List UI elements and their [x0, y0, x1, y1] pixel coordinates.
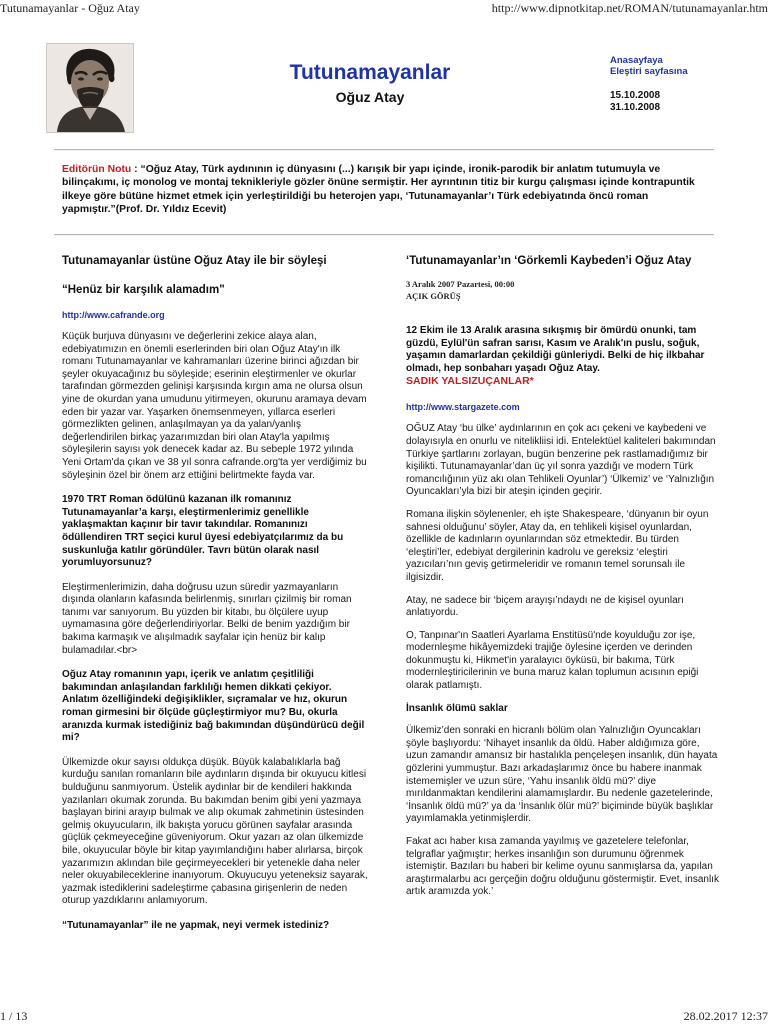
article-heading: ‘Tutunamayanlar’ın ‘Görkemli Kaybeden’i Oğuz Atay [406, 255, 692, 267]
nav-link-criticism[interactable]: Eleştiri sayfasına [610, 66, 688, 77]
article-byline: SADIK YALSIZUÇANLAR* [406, 375, 534, 388]
print-header [0, 1, 768, 17]
print-timestamp: 28.02.2017 12:37 [683, 1009, 768, 1023]
article-subheading: İnsanlık ölümü saklar [406, 702, 508, 714]
nav-link-home[interactable]: Anasayfaya [610, 55, 663, 66]
interview-question-1: 1970 TRT Roman ödülünü kazanan ilk romanınız Tutunamayanlar’a karşı, eleştirmenlerimiz genellikle yaklaşmaktan kaçınır bir tavır takındılar. Romanınızı ödüllendiren TRT seçici kurul üyesi edebiyatçılarımız da bu suskunluğa katılır göründüler. Tavrı bütün olarak nasıl yorumluyorsunuz? [62, 494, 344, 569]
nav-date-2: 31.10.2008 [610, 102, 661, 113]
editor-note-label: Editörün Notu [62, 164, 132, 175]
interview-answer-2: Ülkemizde okur sayısı oldukça düşük. Büyük kalabalıklarla bağ kurduğu sanılan romanların bile aydınların dışında bir okuyucu kitlesi bulduğunu sanmıyorum. Üstelik aydınlar bir de kendileri hakkında yazılanları okumak zorunda. Bu bakımdan benim gibi yeni yazmaya başlayan birini arayıp bulmak ve alıp okumak zahmetinin üstesinden gelmiş okuyucuların, ilk bakışta yorucu görünen sayfalar arasında güçlük çekmeyeceğine güveniyorum. Okur yazarı az olan ülkemizde bile, okuyucular böyle bir kitap yayımlandığını haber alırlarsa, birçok yazarımızın aklından bile geçirmeyecekleri bir yetenekle daha neler neler okuyabileceklerine inanıyorum. Okuyucuyu yeteneksiz sayarak, yazmak istediklerini sadeleştirme çabasına girişenlerin de neden oturup yazdıklarını anlamıyorum. [62, 756, 368, 907]
site-title: Tutunamayanlar [289, 61, 451, 84]
right-nav [610, 55, 760, 114]
article-paragraph-3: Atay, ne sadece bir ‘biçem arayışı’ndaydı ne de kişisel oyunları anlatıyordu. [406, 594, 684, 619]
site-author: Oğuz Atay [335, 89, 405, 105]
article-date: 3 Aralık 2007 Pazartesi, 00:00 [406, 279, 515, 289]
interview-question-3: “Tutunamayanlar” ile ne yapmak, neyi vermek istediniz? [62, 919, 330, 931]
interview-question-2: Oğuz Atay romanının yapı, içerik ve anlatım çeşitliliği bakımından anlaşılandan farklılığı hemen dikkati çekiyor. Anlatım özelliğindeki değişiklikler, sıçramalar ve hız, okurun roman girmesini bir ölçüde güçleştirmiyor mu? Bu, okurla aranızda kurmak istediğiniz bağ bakımından düşündürücü değil mi? [62, 669, 365, 744]
nav-date-1: 15.10.2008 [610, 90, 661, 101]
author-portrait-image [47, 44, 133, 132]
print-footer [0, 1009, 768, 1023]
interview-subheading: “Henüz bir karşılık alamadım" [62, 284, 225, 296]
interview-intro: Küçük burjuva dünyasını ve değerlerini zekice alaya alan, edebiyatımızın en önemli eserlerinden biri olan Oğuz Atay'ın ilk romanı Tutunamayanlar ve kahramanları üzerine birinci ağızdan bir şeyler okuyacağınız bu söyleşide; eserinin eleştirmenler ve okurlar tarafından görmezden gelinişi karşısında kırgın ama ne olursa olsun yine de okurdan yana umudunu yitirmeyen, okurunu aramaya devam eden bir yazar var. Yaşarken önemsenmeyen, yıllarca eserleri görmezlikten gelinen, anlaşılmayan ya da yalan/yanlış değerlendirilen birkaç yazarımızdan biri olan Atay'la yapılmış söyleşilerin sayısı yok denecek kadar az. Bu sebeple 1972 yılında Yeni Ortam'da çıkan ve 38 yıl sonra cafrande.org'ta yer verdiğimiz bu söyleşinin özel bir önem arz ettiğini belirtmekte fayda var. [62, 331, 367, 481]
article-paragraph-1: OĞUZ Atay ‘bu ülke’ aydınlarının en çok acı çekeni ve kaybedeni ve dolayısıyla en onurlu ve nitelikliisi idi. Entelektüel kaliteleri bakımından Türkiye şartlarını zorlayan, bugün benzerine pek rastlamadığımız bir kişilikti. Tutunamayanlar’dan üç yıl sonra yazdığı ve modern Türk romancılığının yüz akı olan Tehlikeli Oyunlar’) ‘Ülkemiz’ ve ‘Yalnızlığın Oyuncakları’yla bizi bir ateşin içinden geçirir. [406, 423, 716, 498]
masthead [250, 60, 490, 107]
right-column [406, 254, 722, 899]
author-photo [46, 43, 134, 133]
interview-answer-1: Eleştirmenlerimizin, daha doğrusu uzun süredir yazmayanların dışında olanların kafasında belirlenmiş, sınırları çizilmiş bir roman tanımı var sanıyorum. Bu yüzden bir kitabı, bu ölçülere uyup uymamasına göre değerlendiriyorlar. Belki de benim yazdığım bir bakıma karmaşık ve alışılmadık sayfalar için henüz bir kalıp bulamadılar.<br> [62, 581, 352, 656]
cafrande-source-link[interactable]: http://www.cafrande.org [62, 310, 165, 320]
article-paragraph-5: Ülkemiz’den sonraki en hicranlı bölüm olan Yalnızlığın Oyuncakları şöyle başlıyordu: ‘Nihayet insanlık da öldü. Haber aldığımıza göre, uzun zamandır amansız bir hastalıkla pençeleşen insanlık, dün hayata gözlerini yummuştur. Bazı arkadaşlarımız önce bu habere inanmak istememişler ve uzun süre, ‘Yahu insanlık öldü mü?’ diye mırıldanmaktan kendilerini alamamışlardır. Bu nedenle gazetelerinde, ‘İnsanlık öldü mü?’ ya da ‘İnsanlık ölür mü?’ biçiminde büyük başlıklar yayımlamakla yetinmişlerdir. [406, 725, 718, 825]
article-paragraph-2: Romana ilişkin söylenenler, eh işte Shakespeare, ‘dünyanın bir oyun sahnesi olduğunu’ söyler, Atay da, en tehlikeli kişisel oyunlardan, özellikle de kadınların oyunlarından söz etmektedir. Bu türden ‘eleştiri’ler, edebiyat dergilerinin kadrolu ve gereksiz ‘eleştiri yazıcıları’nın geviş getirmeleridir ve romanın temel sorunsalı ile ilgisizdir. [406, 508, 709, 583]
article-paragraph-6: Fakat acı haber kısa zamanda yayılmış ve gazetelere telefonlar, telgraflar yağmıştır; herkes insanlığın son durumunu öğrenmek istemiştir. Bazıları bu haberi bir kelime oyunu sanmışlarsa da, yapılan araştırmalarbu acı gerçeğin doğru olduğunu göstermiştir. Evet, insanlık artık aramızda yok.’ [406, 836, 719, 898]
top-divider [54, 149, 714, 151]
stargazete-source-link[interactable]: http://www.stargazete.com [406, 402, 520, 413]
editor-note-text: : “Oğuz Atay, Türk aydınının iç dünyasını (...) karışık bir yapı içinde, ironik-parodik bir anlatım tutumuyla ve bilinçakımı, iç monolog ve montaj teknikleriyle gözler önüne sermiştir. Her ayrıntının titiz bir kurgu çalışması içinde kontrapuntik ilkeye göre bütüne hizmet etmek için yerleştirildiği bu heterojen yapı, ‘Tutunamayanlar’ı Türk edebiyatında öncü roman yapmıştır.”(Prof. Dr. Yıldız Ecevit) [62, 164, 695, 216]
editor-note [62, 163, 714, 217]
print-header-url: http://www.dipnotkitap.net/ROMAN/tutunamayanlar.htm [491, 1, 768, 15]
middle-divider [54, 234, 714, 236]
print-header-title: Tutunamayanlar - Oğuz Atay [0, 1, 140, 15]
article-lead: 12 Ekim ile 13 Aralık arasına sıkışmış bir ömürdü onunki, tam güzdü, Eylül'ün safran sarısı, Kasım ve Aralık'ın puslu, soğuk, yaşamın damarlardan çekildiği günleriydi. Belki de hiç ilkbahar olmadı, hep sonbaharı yaşadı Oğuz Atay. [406, 325, 705, 374]
page-counter: 1 / 13 [0, 1009, 28, 1023]
article-section: AÇIK GÖRÜŞ [406, 291, 461, 301]
article-paragraph-4: O, Tanpınar'ın Saatleri Ayarlama Enstitüsü'nde koyulduğu zor işe, modernleşme hikâyemizdeki trajiğe öylesine içerden ve derinden dokunmuştu ki, Hikmet'in yaralayıcı öyküsü, bir bakıma, Türk modernleştiricilerinin ve buna maruz kalan toplumun acısının epiği olarak patlamıştı. [406, 629, 699, 692]
left-column [62, 254, 368, 933]
interview-heading: Tutunamayanlar üstüne Oğuz Atay ile bir söyleşi [62, 255, 327, 267]
